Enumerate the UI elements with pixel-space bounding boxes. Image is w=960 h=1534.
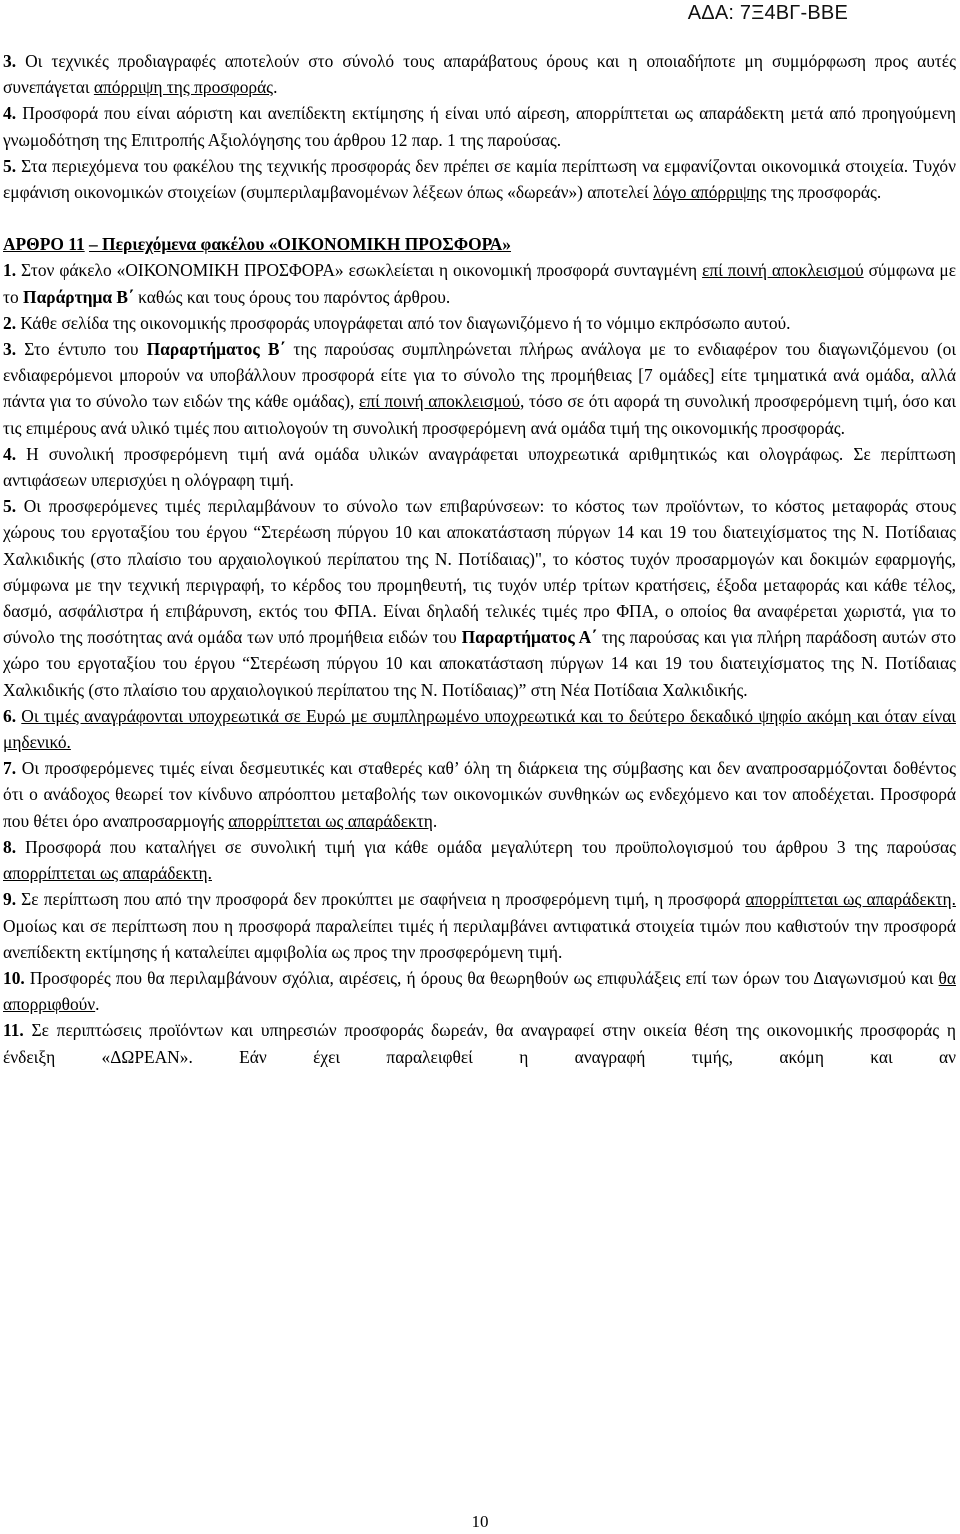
spacer	[3, 205, 956, 231]
paragraph-text-mid: της παρούσας συμπληρώνεται πλήρως ανάλογα με το ενδιαφέρον του διαγωνιζόμενου (οι ενδιαφερόμενοι μπορούν να υποβάλλουν προσφορά είτε για το σύνολο της προμήθειας [7 ομάδες] είτε τμηματικά ανά ομάδα, αλλά πάντα για το σύνολο των ειδών της κάθε ομάδας),	[3, 339, 956, 412]
bold-reference: Παράρτημα Β΄	[23, 286, 134, 307]
paragraph-number: 7.	[3, 758, 17, 779]
article-paragraph-2	[3, 310, 956, 336]
paragraph-text: Η συνολική προσφερόμενη τιμή ανά ομάδα υλικών αναγράφεται υποχρεωτικά αριθμητικώς και ολογράφως. Σε περίπτωση αντιφάσεων υπερισχύει η ολόγραφη τιμή.	[3, 443, 956, 491]
paragraph-number: 10.	[3, 967, 25, 988]
paragraph-text: Οι προσφερόμενες τιμές είναι δεσμευτικές και σταθερές καθ’ όλη τη διάρκεια της σύμβασης και δεν αναπροσαρμόζονται δοθέντος ότι ο ανάδοχος θεωρεί τον κίνδυνο απρόοπτου μεταβολής των οικονομικών συνθηκών ως ενδεχόμενο και τον αποδέχεται. Προσφορά που θέτει όρο αναπροσαρμογής	[3, 758, 956, 831]
document-body	[3, 48, 956, 1070]
paragraph-text-mid: σύμφωνα με το	[3, 260, 956, 307]
underlined-text: απόρριψη της προσφοράς	[93, 77, 274, 98]
article-heading-title: – Περιεχόμενα φακέλου «ΟΙΚΟΝΟΜΙΚΗ ΠΡΟΣΦΟΡΑ»	[89, 234, 512, 255]
underlined-text: Οι τιμές αναγράφονται υποχρεωτικά σε Ευρώ με συμπληρωμένο υποχρεωτικά και το δεύτερο δεκαδικό ψηφίο ακόμη και όταν είναι μηδενικό.	[3, 705, 956, 753]
paragraph-text: Στο έντυπο του	[16, 339, 147, 360]
article-paragraph-5	[3, 493, 956, 703]
underlined-text: απορρίπτεται ως απαράδεκτη.	[3, 863, 212, 884]
article-paragraph-10	[3, 965, 956, 1017]
article-heading-prefix: ΑΡΘΡΟ 11	[3, 234, 85, 255]
article-paragraph-9	[3, 886, 956, 965]
underlined-text: λόγο απόρριψης	[652, 182, 767, 203]
paragraph-text: Σε περιπτώσεις προϊόντων και υπηρεσιών προσφοράς δωρεάν, θα αναγραφεί στην οικεία θέση της οικονομικής προσφοράς η ένδειξη «ΔΩΡΕΑΝ». Εάν έχει παραλειφθεί η αναγραφή τιμής, ακόμη και αν	[3, 1020, 956, 1067]
paragraph-number: 4.	[3, 443, 17, 464]
paragraph-text-end: .	[432, 810, 438, 831]
article-paragraph-8	[3, 834, 956, 886]
article-paragraph-7	[3, 755, 956, 834]
paragraph-text-end: καθώς και τους όρους του παρόντος άρθρου.	[133, 286, 451, 307]
underlined-text: θα απορριφθούν	[3, 967, 956, 1015]
article-paragraph-4	[3, 441, 956, 493]
paragraph-3	[3, 48, 956, 100]
article-paragraph-1	[3, 257, 956, 309]
paragraph-text: Σε περίπτωση που από την προσφορά δεν προκύπτει με σαφήνεια η προσφερόμενη τιμή, η προσφορά	[16, 889, 746, 910]
paragraph-number: 4.	[3, 103, 17, 124]
paragraph-text: Στον φάκελο «ΟΙΚΟΝΟΜΙΚΗ ΠΡΟΣΦΟΡΑ» εσωκλείεται η οικονομική προσφορά συνταγμένη	[16, 260, 703, 281]
paragraph-text-end: της παρούσας και για πλήρη παράδοση αυτών στο χώρο του εργοταξίου του έργου “Στερέωση πύργου 10 και αποκατάσταση πύργων 14 και 19 του διατειχίσματος της Ν. Ποτίδαιας Χαλκιδικής (στο πλαίσιο του αρχαιολογικού περίπατου της Ν. Ποτίδαιας)” στη Νέα Ποτίδαια Χαλκιδικής.	[3, 627, 957, 700]
underlined-text: απορρίπτεται ως απαράδεκτη.	[745, 889, 956, 910]
paragraph-text: Στα περιεχόμενα του φακέλου της τεχνικής προσφοράς δεν πρέπει σε καμία περίπτωση να εμφανίζονται οικονομικά στοιχεία. Τυχόν εμφάνιση οικονομικών στοιχείων (συμπεριλαμβανομένων λέξεων όπως «δωρεάν») αποτελεί	[3, 155, 956, 203]
paragraph-number: 11.	[3, 1020, 24, 1041]
paragraph-text-end: .	[273, 77, 278, 98]
paragraph-4	[3, 100, 956, 152]
paragraph-text-end: , τόσο σε ότι αφορά τη συνολική προσφερόμενη τιμή, όσο και τις επιμέρους ανά υλικό τιμές που αιτιολογούν τη συνολική προσφερόμενη ανά ομάδα τιμή της οικονομικής προσφοράς.	[3, 391, 956, 438]
article-heading	[3, 231, 956, 257]
bold-reference: Παραρτήματος Α΄	[461, 627, 597, 648]
underlined-text: επί ποινή αποκλεισμού	[702, 260, 864, 281]
paragraph-text: Οι προσφερόμενες τιμές περιλαμβάνουν το σύνολο των επιβαρύνσεων: το κόστος των προϊόντων, το κόστος μεταφοράς στους χώρους του εργοταξίου του έργου “Στερέωση πύργου 10 και αποκατάσταση πύργων 14 και 19 του διατειχίσματος της Ν. Ποτίδαιας Χαλκιδικής (στο πλαίσιο του αρχαιολογικού περίπατου της Ν. Ποτίδαιας)", το κόστος τυχόν προσαρμογών και δοκιμών εφαρμογής, σύμφωνα με την τεχνική περιγραφή, το κέρδος του προμηθευτή, τις τυχόν υπέρ τρίτων κρατήσεις, έξοδα μεταφοράς και κάθε τέλος, δασμό, ασφάλιστρα ή επιβάρυνση, εκτός του ΦΠΑ. Είναι δηλαδή τελικές τιμές προ ΦΠΑ, ο οποίος θα αναφέρεται χωριστά, για το σύνολο της ποσότητας ανά ομάδα των υπό προμήθεια ειδών του	[3, 496, 956, 648]
article-paragraph-6	[3, 703, 956, 755]
paragraph-5	[3, 153, 956, 205]
paragraph-number: 3.	[3, 339, 17, 360]
paragraph-number: 8.	[3, 836, 17, 857]
ada-code: ΑΔΑ: 7Ξ4ΒΓ-ΒΒΕ	[687, 2, 848, 24]
paragraph-number: 9.	[3, 889, 17, 910]
paragraph-text: Προσφορές που θα περιλαμβάνουν σχόλια, αιρέσεις, ή όρους θα θεωρηθούν ως επιφυλάξεις επί των όρων του Διαγωνισμού και	[24, 967, 939, 988]
paragraph-number: 5.	[3, 155, 17, 176]
page-number: 10	[471, 1512, 489, 1531]
article-paragraph-11	[3, 1017, 956, 1069]
paragraph-number: 2.	[3, 312, 17, 333]
paragraph-text: Κάθε σελίδα της οικονομικής προσφοράς υπογράφεται από τον διαγωνιζόμενο ή το νόμιμο εκπρόσωπο αυτού.	[16, 312, 791, 333]
paragraph-text-end: Ομοίως και σε περίπτωση που η προσφορά παραλείπει τιμές ή περιλαμβάνει αντιφατικά στοιχεία τιμών που καθιστούν την προσφορά ανεπίδεκτη εκτίμησης ή καταλείπει αμφιβολία ως προς την προσφερόμενη τιμή.	[3, 915, 956, 962]
underlined-text: απορρίπτεται ως απαράδεκτη	[228, 810, 433, 831]
paragraph-text-end: .	[95, 994, 100, 1015]
paragraph-number: 6.	[3, 705, 17, 726]
paragraph-number: 5.	[3, 496, 17, 517]
bold-reference: Παραρτήματος Β΄	[146, 339, 286, 360]
paragraph-text: Οι τεχνικές προδιαγραφές αποτελούν στο σύνολό τους απαράβατους όρους και η οποιαδήποτε μη συμμόρφωση προς αυτές συνεπάγεται	[3, 51, 956, 98]
paragraph-text-end: της προσφοράς.	[766, 182, 882, 203]
paragraph-number: 3.	[3, 51, 17, 71]
paragraph-text: Προσφορά που είναι αόριστη και ανεπίδεκτη εκτίμησης ή είναι υπό αίρεση, απορρίπτεται ως απαράδεκτη μετά από προηγούμενη γνωμοδότηση της Επιτροπής Αξιολόγησης του άρθρου 12 παρ. 1 της παρούσας.	[3, 103, 956, 150]
paragraph-number: 1.	[3, 260, 17, 281]
underlined-text: επί ποινή αποκλεισμού	[359, 391, 520, 412]
paragraph-text: Προσφορά που καταλήγει σε συνολική τιμή για κάθε ομάδα μεγαλύτερη του προϋπολογισμού του άρθρου 3 της παρούσας	[16, 836, 956, 857]
article-paragraph-3	[3, 336, 956, 441]
